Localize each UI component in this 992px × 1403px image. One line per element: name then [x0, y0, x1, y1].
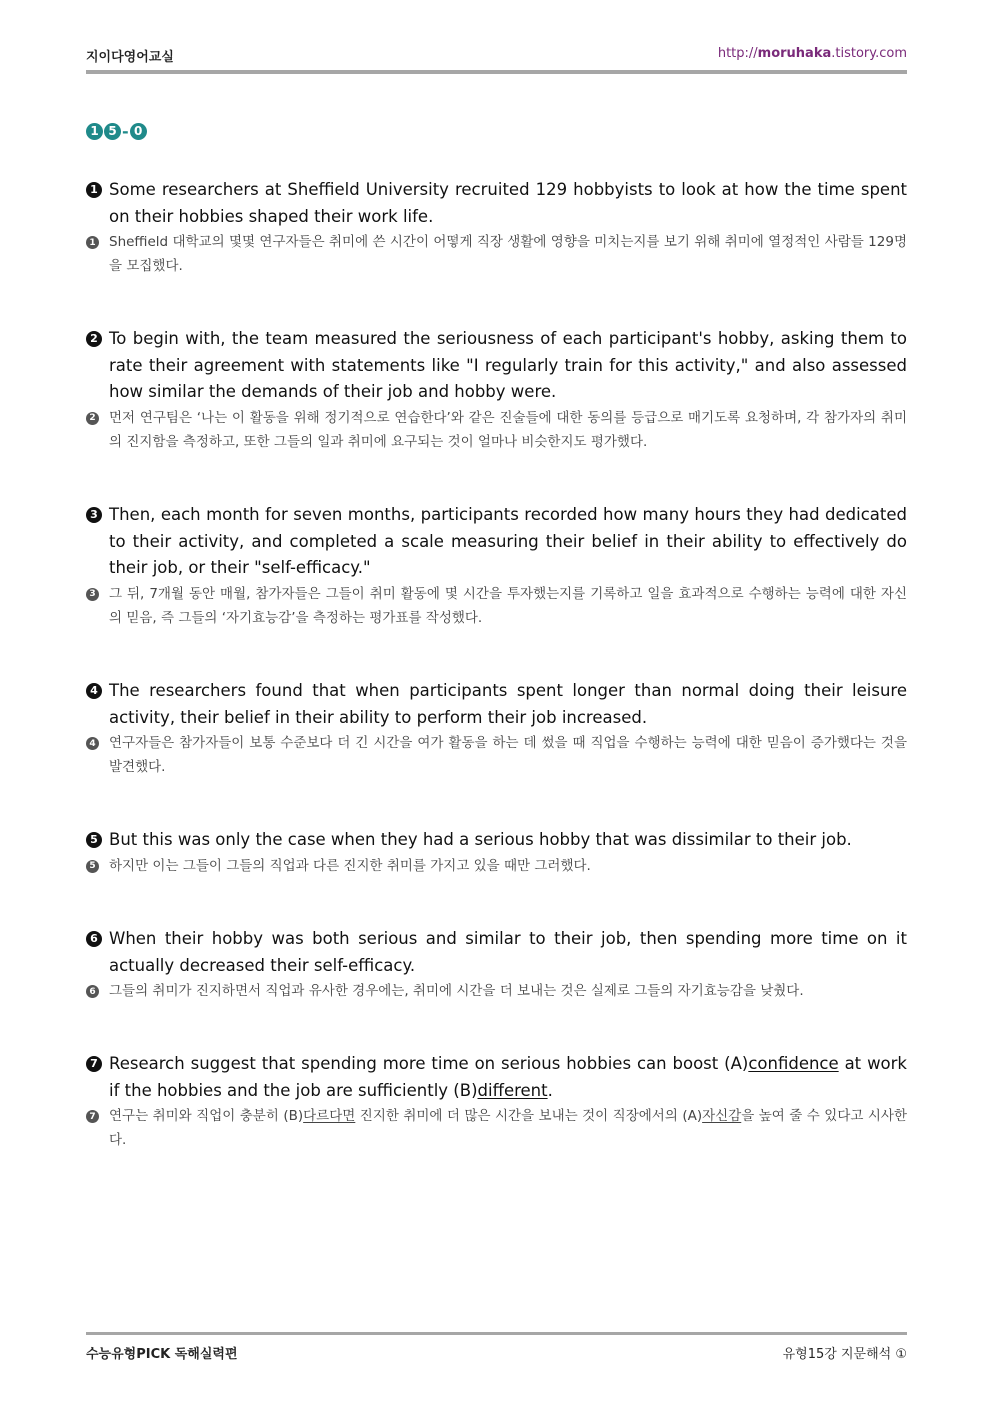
sentence-number-badge: 6: [86, 931, 102, 947]
translation-number-badge: 1: [86, 236, 99, 249]
korean-translation: [86, 406, 907, 454]
korean-text: 하지만 이는 그들이 그들의 직업과 다른 진지한 취미를 가지고 있을 때만 그러했다.: [109, 857, 591, 874]
sentence-number-badge: 3: [86, 507, 102, 523]
english-text: But this was only the case when they had a serious hobby that was dissimilar to their job.: [109, 830, 852, 849]
sentence-number-badge: 1: [86, 182, 102, 198]
translation-number-badge: 3: [86, 588, 99, 601]
question-digit-3: 0: [130, 123, 147, 140]
korean-translation: [86, 230, 907, 278]
english-sentence: [86, 177, 907, 230]
korean-text: 연구는 취미와 직업이 충분히 (B)다르다면 진지한 취미에 더 많은 시간을 보내는 것이 직장에서의 (A)자신감을 높여 줄 수 있다고 시사한다.: [109, 1108, 907, 1148]
korean-translation: [86, 854, 907, 878]
english-sentence: [86, 827, 907, 854]
underlined-translation-b: 다르다면: [303, 1108, 356, 1124]
underlined-answer-b: different: [477, 1080, 548, 1100]
english-sentence: [86, 326, 907, 406]
english-text: Then, each month for seven months, participants recorded how many hours they had dedicated to their activity, and completed a scale measuring their belief in their ability to effectively do their job, or their "self-efficacy.": [109, 505, 907, 577]
english-text: When their hobby was both serious and similar to their job, then spending more time on it actually decreased their self-efficacy.: [109, 929, 907, 975]
underlined-answer-a: confidence: [748, 1054, 839, 1073]
korean-text: 그들의 취미가 진지하면서 직업과 유사한 경우에는, 취미에 시간을 더 보내는 것은 실제로 그들의 자기효능감을 낮췄다.: [109, 983, 804, 999]
korean-translation: [86, 1104, 907, 1152]
translation-number-badge: 6: [86, 985, 99, 998]
sentence-block-3: [86, 502, 907, 630]
footer-book-title: 수능유형PICK 독해실력편: [86, 1347, 238, 1362]
sentence-number-badge: 2: [86, 331, 102, 347]
english-sentence: [86, 678, 907, 731]
english-sentence: [86, 502, 907, 582]
question-digit-1: 1: [86, 123, 103, 140]
sentence-block-4: [86, 678, 907, 779]
translation-number-badge: 2: [86, 412, 99, 425]
korean-text: 먼저 연구팀은 ‘나는 이 활동을 위해 정기적으로 연습한다’와 같은 진술들에 대한 동의를 등급으로 매기도록 요청하며, 각 참가자의 취미의 진지함을 측정하고, 또한 그들의 일과 취미에 요구되는 것이 얼마나 비슷한지도 평가했다.: [109, 409, 907, 450]
header-divider: [86, 70, 907, 74]
question-separator: -: [122, 121, 129, 141]
korean-translation: [86, 979, 907, 1003]
sentence-number-badge: 4: [86, 683, 102, 699]
english-text: To begin with, the team measured the seriousness of each participant's hobby, asking them to rate their agreement with statements like "I regularly train for this activity," and also assessed how similar the demands of their job and hobby were.: [109, 329, 907, 401]
english-sentence: [86, 1051, 907, 1104]
question-digit-2: 5: [104, 123, 121, 140]
english-text: Research suggest that spending more time on serious hobbies can boost (A)confidence at work if the hobbies and the job are sufficiently (B)different.: [109, 1054, 907, 1100]
sentence-block-2: [86, 326, 907, 454]
sentence-block-5: [86, 827, 907, 878]
header-title: 지이다영어교실: [86, 50, 174, 65]
underlined-translation-a: 자신감: [702, 1108, 742, 1124]
sentence-number-badge: 5: [86, 832, 102, 848]
korean-translation: [86, 731, 907, 779]
korean-translation: [86, 582, 907, 630]
translation-number-badge: 5: [86, 860, 99, 873]
korean-text: 연구자들은 참가자들이 보통 수준보다 더 긴 시간을 여가 활동을 하는 데 썼을 때 직업을 수행하는 능력에 대한 믿음이 증가했다는 것을 발견했다.: [109, 735, 907, 775]
footer-divider: [86, 1332, 907, 1335]
sentence-block-1: [86, 177, 907, 278]
sentence-block-6: [86, 926, 907, 1003]
sentence-block-7: [86, 1051, 907, 1152]
page-footer: [86, 1343, 907, 1365]
english-sentence: [86, 926, 907, 979]
translation-number-badge: 4: [86, 737, 99, 750]
korean-text: Sheffield 대학교의 몇몇 연구자들은 취미에 쓴 시간이 어떻게 직장 생활에 영향을 미치는지를 보기 위해 취미에 열정적인 사람들 129명을 모집했다.: [109, 234, 907, 274]
english-text: Some researchers at Sheffield University recruited 129 hobbyists to look at how the time spent on their hobbies shaped their work life.: [109, 180, 907, 226]
korean-text: 그 뒤, 7개월 동안 매월, 참가자들은 그들이 취미 활동에 몇 시간을 투자했는지를 기록하고 일을 효과적으로 수행하는 능력에 대한 자신의 믿음, 즉 그들의 ‘자기효능감’을 측정하는 평가표를 작성했다.: [109, 585, 907, 626]
sentence-number-badge: 7: [86, 1056, 102, 1072]
footer-lesson-label: 유형15강 지문해석 ①: [782, 1347, 907, 1362]
header-url[interactable]: http://moruhaka.tistory.com: [717, 46, 907, 61]
question-number: [86, 121, 147, 141]
english-text: The researchers found that when participants spent longer than normal doing their leisure activity, their belief in their ability to perform their job increased.: [109, 681, 907, 727]
translation-number-badge: 7: [86, 1110, 99, 1123]
page-header: [86, 44, 907, 66]
